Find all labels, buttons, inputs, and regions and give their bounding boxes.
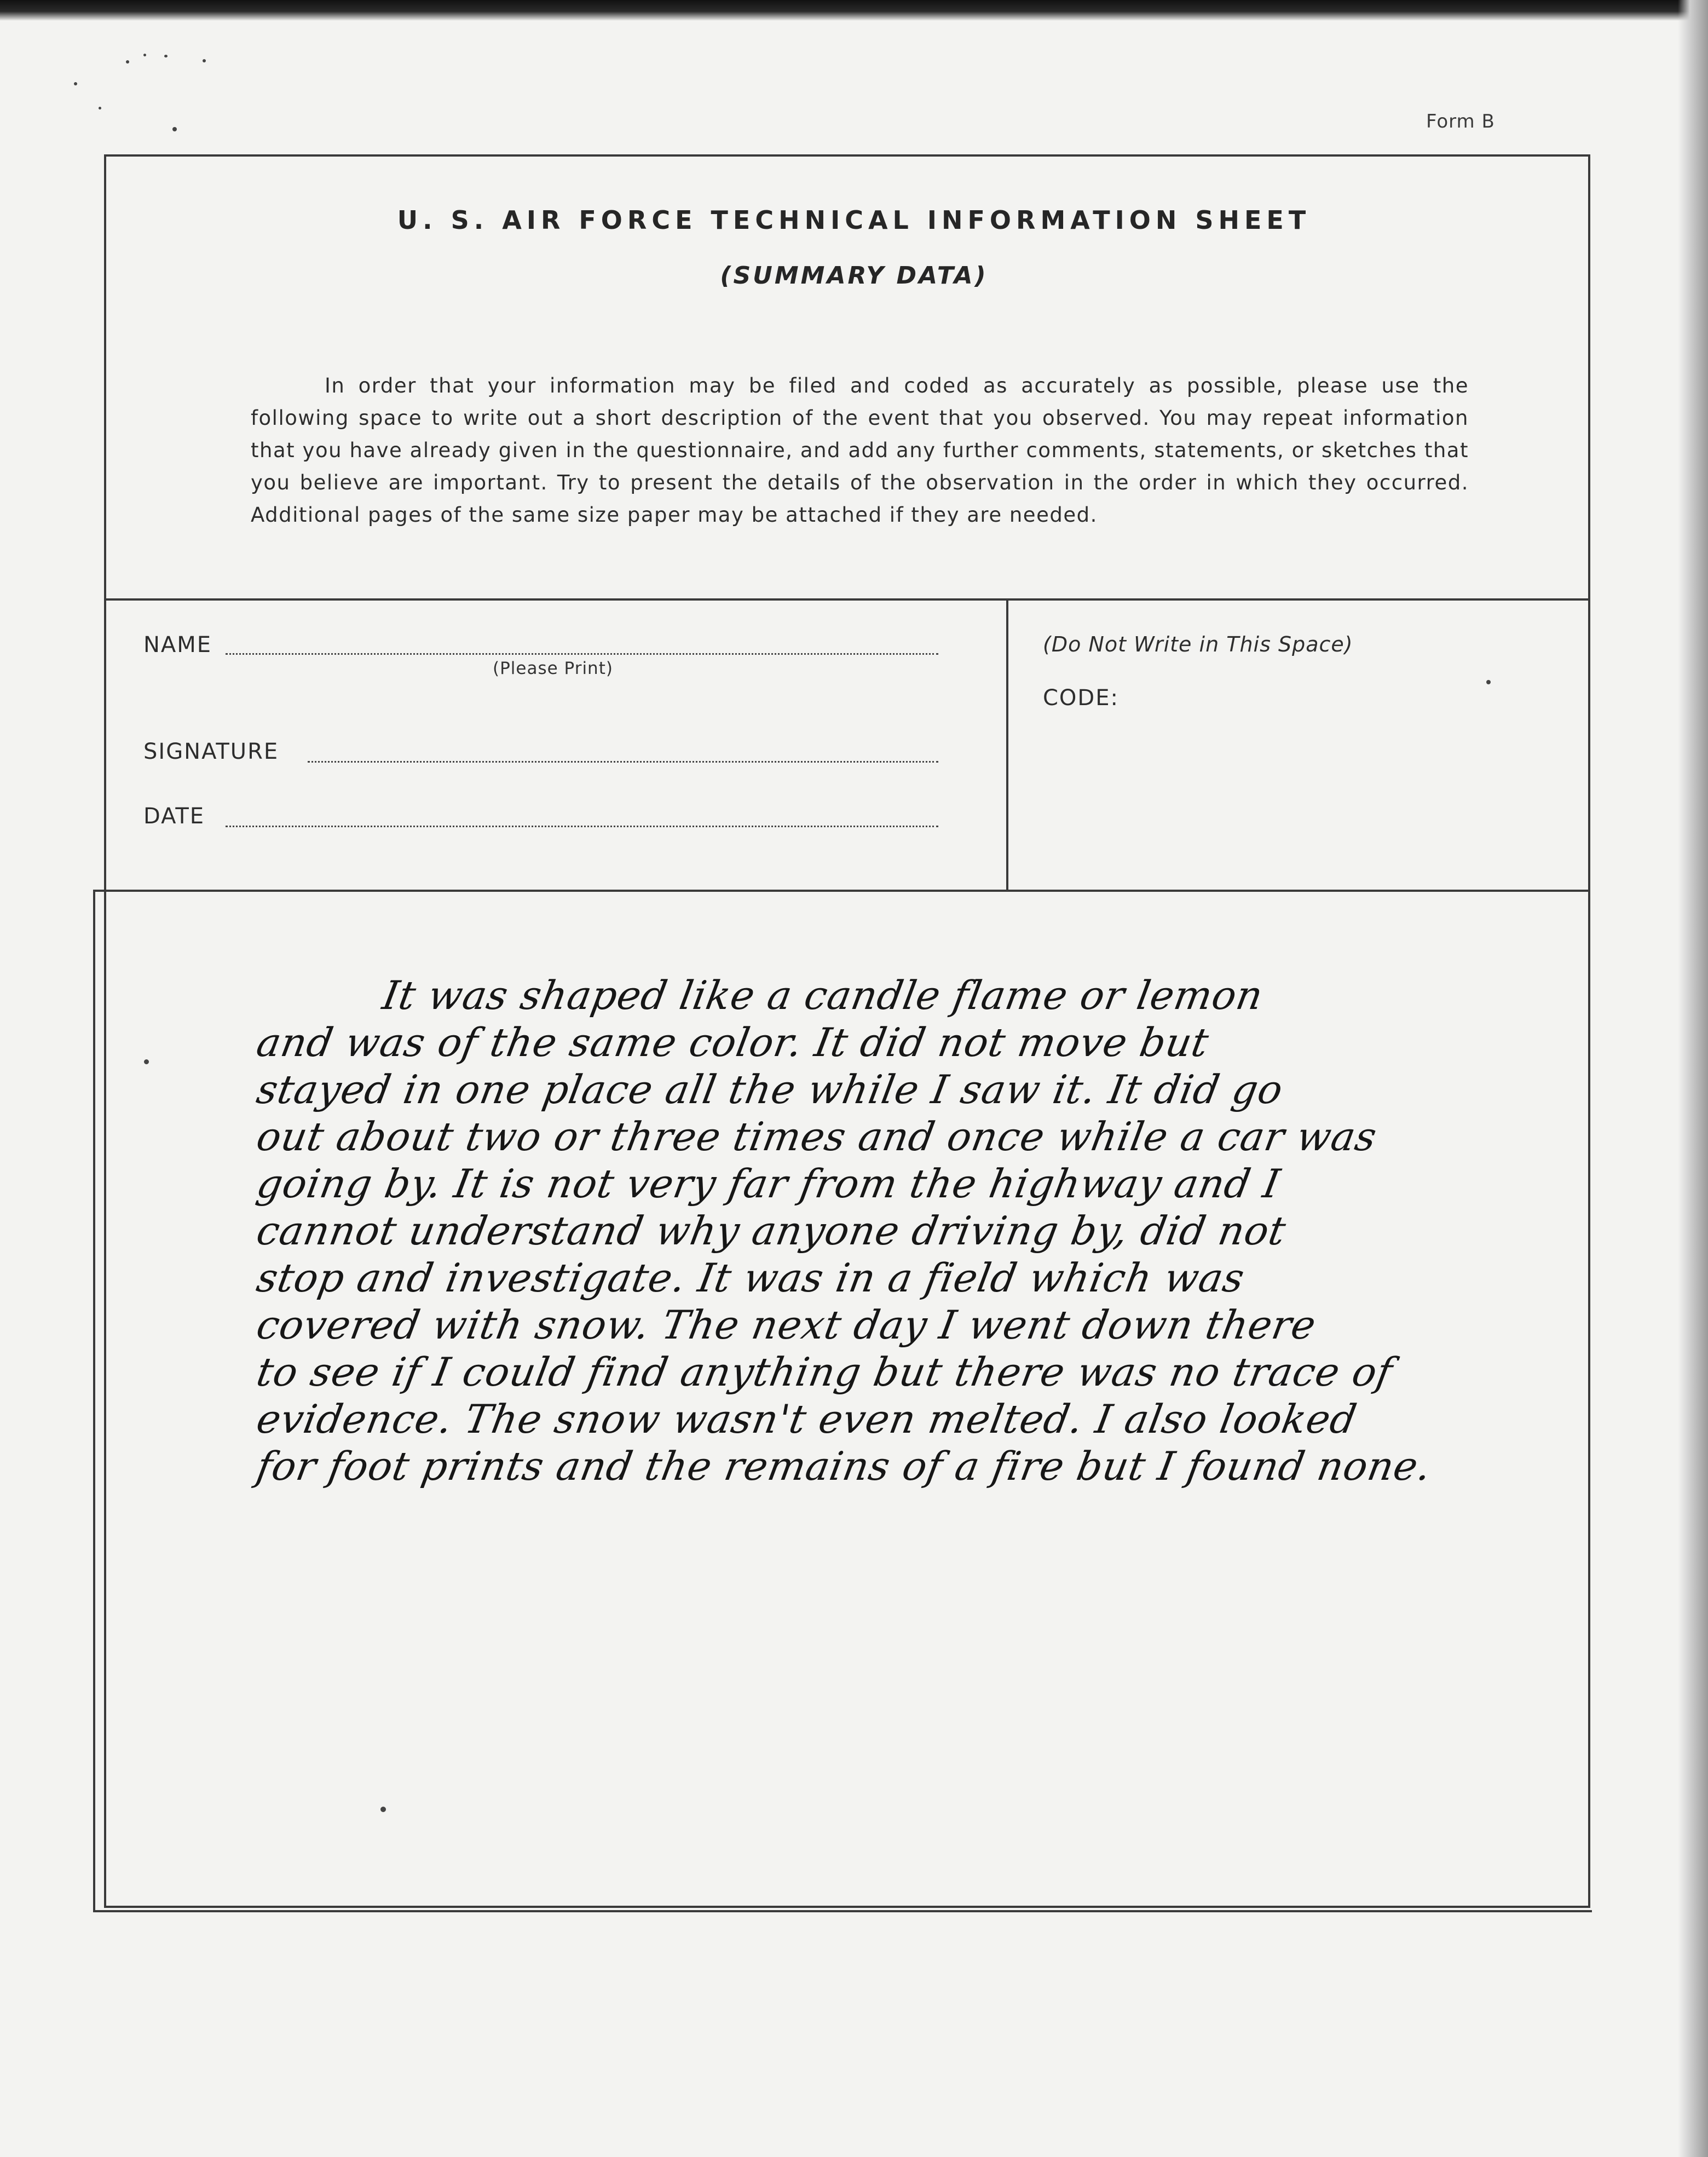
name-label: NAME bbox=[143, 632, 212, 658]
statement-line: out about two or three times and once while a car was bbox=[253, 1114, 1381, 1160]
name-field[interactable] bbox=[226, 653, 938, 655]
column-divider bbox=[1006, 598, 1008, 890]
office-use-note: (Do Not Write in This Space) bbox=[1043, 632, 1353, 656]
scan-speck bbox=[74, 82, 77, 85]
scan-speck bbox=[99, 107, 101, 109]
statement-line: cannot understand why anyone driving by, did not bbox=[253, 1208, 1290, 1254]
scan-speck bbox=[126, 60, 129, 64]
signature-field[interactable] bbox=[308, 761, 938, 763]
scan-right-edge bbox=[1678, 0, 1708, 2157]
instructions-paragraph: In order that your information may be filed and coded as accurately as possible, please use the following space to write out a short description of the event that you observed. You may repeat information that you have already given in the questionnaire, and add any further comments, statements, or sketches that you believe are important. Try to present the details of the observation in the order in which they occurred. Additional pages of the same size paper may be attached if they are needed. bbox=[251, 374, 1469, 527]
scan-top-edge bbox=[0, 0, 1708, 21]
section-divider bbox=[93, 890, 1590, 892]
statement-line: and was of the same color. It did not move but bbox=[253, 1019, 1213, 1065]
section-divider bbox=[104, 598, 1590, 601]
handwritten-statement bbox=[253, 972, 1538, 1490]
scan-speck bbox=[143, 54, 146, 56]
signature-label: SIGNATURE bbox=[143, 739, 279, 764]
statement-line: stayed in one place all the while I saw it. It did go bbox=[253, 1066, 1287, 1112]
statement-line: It was shaped like a candle flame or lemon bbox=[379, 972, 1267, 1018]
statement-line: to see if I could find anything but there was no trace of bbox=[253, 1349, 1397, 1395]
scan-speck bbox=[172, 127, 177, 131]
statement-line: going by. It is not very far from the highway and I bbox=[253, 1161, 1284, 1207]
statement-line: stop and investigate. It was in a field which was bbox=[253, 1255, 1248, 1301]
name-hint: (Please Print) bbox=[493, 659, 613, 678]
date-field[interactable] bbox=[226, 826, 938, 827]
scan-speck bbox=[203, 59, 206, 62]
date-label: DATE bbox=[143, 804, 205, 829]
scan-speck bbox=[164, 55, 168, 57]
statement-line: evidence. The snow wasn't even melted. I also looked bbox=[253, 1396, 1361, 1442]
code-label: CODE: bbox=[1043, 685, 1119, 711]
statement-line: covered with snow. The next day I went down there bbox=[253, 1302, 1320, 1348]
statement-line: for foot prints and the remains of a fire but I found none. bbox=[253, 1443, 1435, 1489]
form-title: U. S. AIR FORCE TECHNICAL INFORMATION SHEET bbox=[397, 205, 1311, 235]
form-number: Form B bbox=[1426, 111, 1495, 132]
form-subtitle: (SUMMARY DATA) bbox=[720, 262, 988, 290]
